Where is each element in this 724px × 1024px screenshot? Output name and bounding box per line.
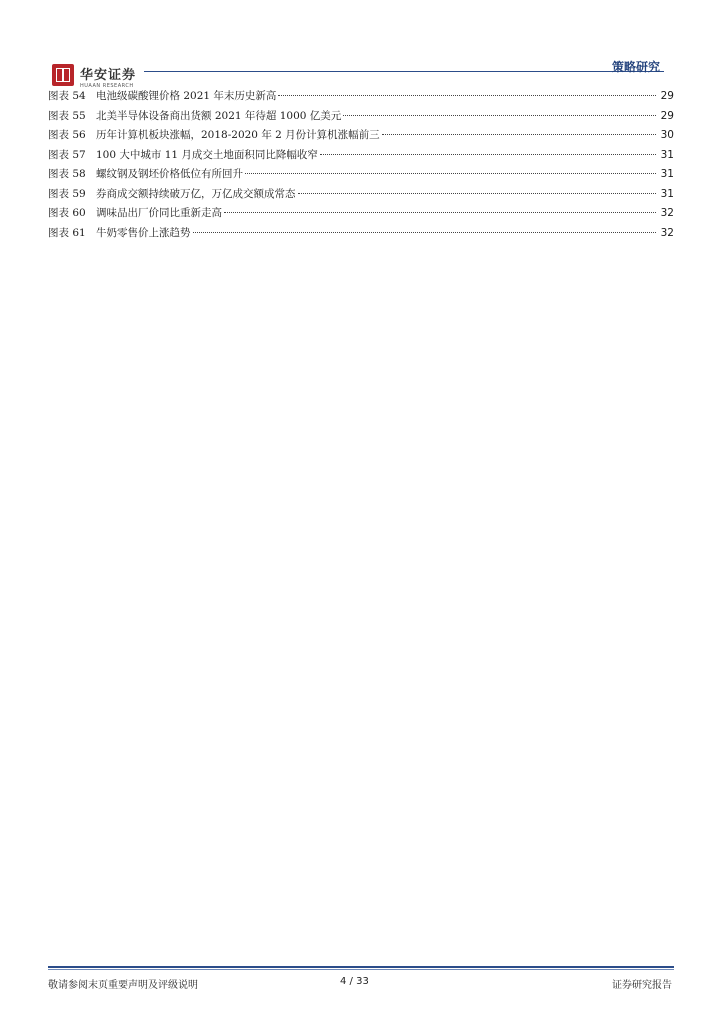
toc-entry-title: 螺纹钢及钢坯价格低位有所回升 (96, 168, 243, 180)
toc-entry[interactable] (48, 108, 674, 128)
toc-entry[interactable] (48, 127, 674, 147)
page-number: 4 / 33 (340, 976, 369, 987)
header-divider (144, 71, 664, 72)
brand-subtitle: HUAAN RESEARCH (80, 83, 134, 89)
toc-entry-page: 31 (660, 187, 674, 200)
toc-entry-page: 29 (660, 109, 674, 122)
toc-entry[interactable] (48, 225, 674, 245)
brand-name: 华安证券 (80, 68, 137, 83)
huaan-logo-icon (52, 64, 74, 86)
toc-entry-title: 北美半导体设备商出货额 2021 年待超 1000 亿美元 (96, 109, 342, 122)
toc-entry-label: 图表 58 (48, 168, 86, 180)
toc-entry-label: 图表 60 (48, 207, 86, 219)
toc-entry[interactable] (48, 88, 674, 108)
toc-leader-dots (382, 134, 656, 135)
toc-entry[interactable] (48, 147, 674, 167)
section-title: 策略研究 (611, 60, 660, 74)
toc-entry-title: 券商成交额持续破万亿，万亿成交额成常态 (96, 187, 296, 200)
toc-entry-page: 29 (660, 90, 674, 102)
report-type: 证券研究报告 (612, 980, 672, 991)
toc-leader-dots (224, 212, 656, 213)
toc-entry-label: 图表 56 (48, 129, 86, 141)
toc-entry-label: 图表 55 (48, 109, 86, 122)
figure-list (48, 88, 674, 244)
toc-leader-dots (193, 232, 657, 233)
toc-entry-title: 100 大中城市 11 月成交土地面积同比降幅收窄 (96, 148, 318, 161)
toc-entry-label: 图表 61 (48, 226, 86, 239)
toc-leader-dots (343, 115, 656, 116)
toc-entry-page: 30 (660, 129, 674, 141)
toc-entry[interactable] (48, 186, 674, 206)
toc-entry-title: 电池级碳酸锂价格 2021 年末历史新高 (96, 90, 277, 102)
toc-leader-dots (320, 154, 656, 155)
toc-entry-label: 图表 59 (48, 187, 86, 200)
toc-leader-dots (298, 193, 657, 194)
toc-entry[interactable] (48, 205, 674, 225)
toc-entry-label: 图表 57 (48, 148, 86, 161)
footer-divider-thin (48, 969, 674, 970)
toc-entry[interactable] (48, 166, 674, 186)
toc-entry-title: 调味品出厂价同比重新走高 (96, 207, 222, 219)
toc-leader-dots (278, 95, 656, 96)
toc-entry-page: 32 (660, 207, 674, 219)
toc-entry-label: 图表 54 (48, 90, 86, 102)
toc-entry-page: 31 (660, 168, 674, 180)
toc-entry-title: 历年计算机板块涨幅，2018-2020 年 2 月份计算机涨幅前三 (96, 129, 380, 141)
toc-leader-dots (245, 173, 656, 174)
footer-divider (48, 966, 674, 968)
footer-disclaimer: 敬请参阅末页重要声明及评级说明 (48, 980, 198, 991)
toc-entry-page: 32 (660, 226, 674, 239)
toc-entry-title: 牛奶零售价上涨趋势 (96, 226, 191, 239)
toc-entry-page: 31 (660, 148, 674, 161)
